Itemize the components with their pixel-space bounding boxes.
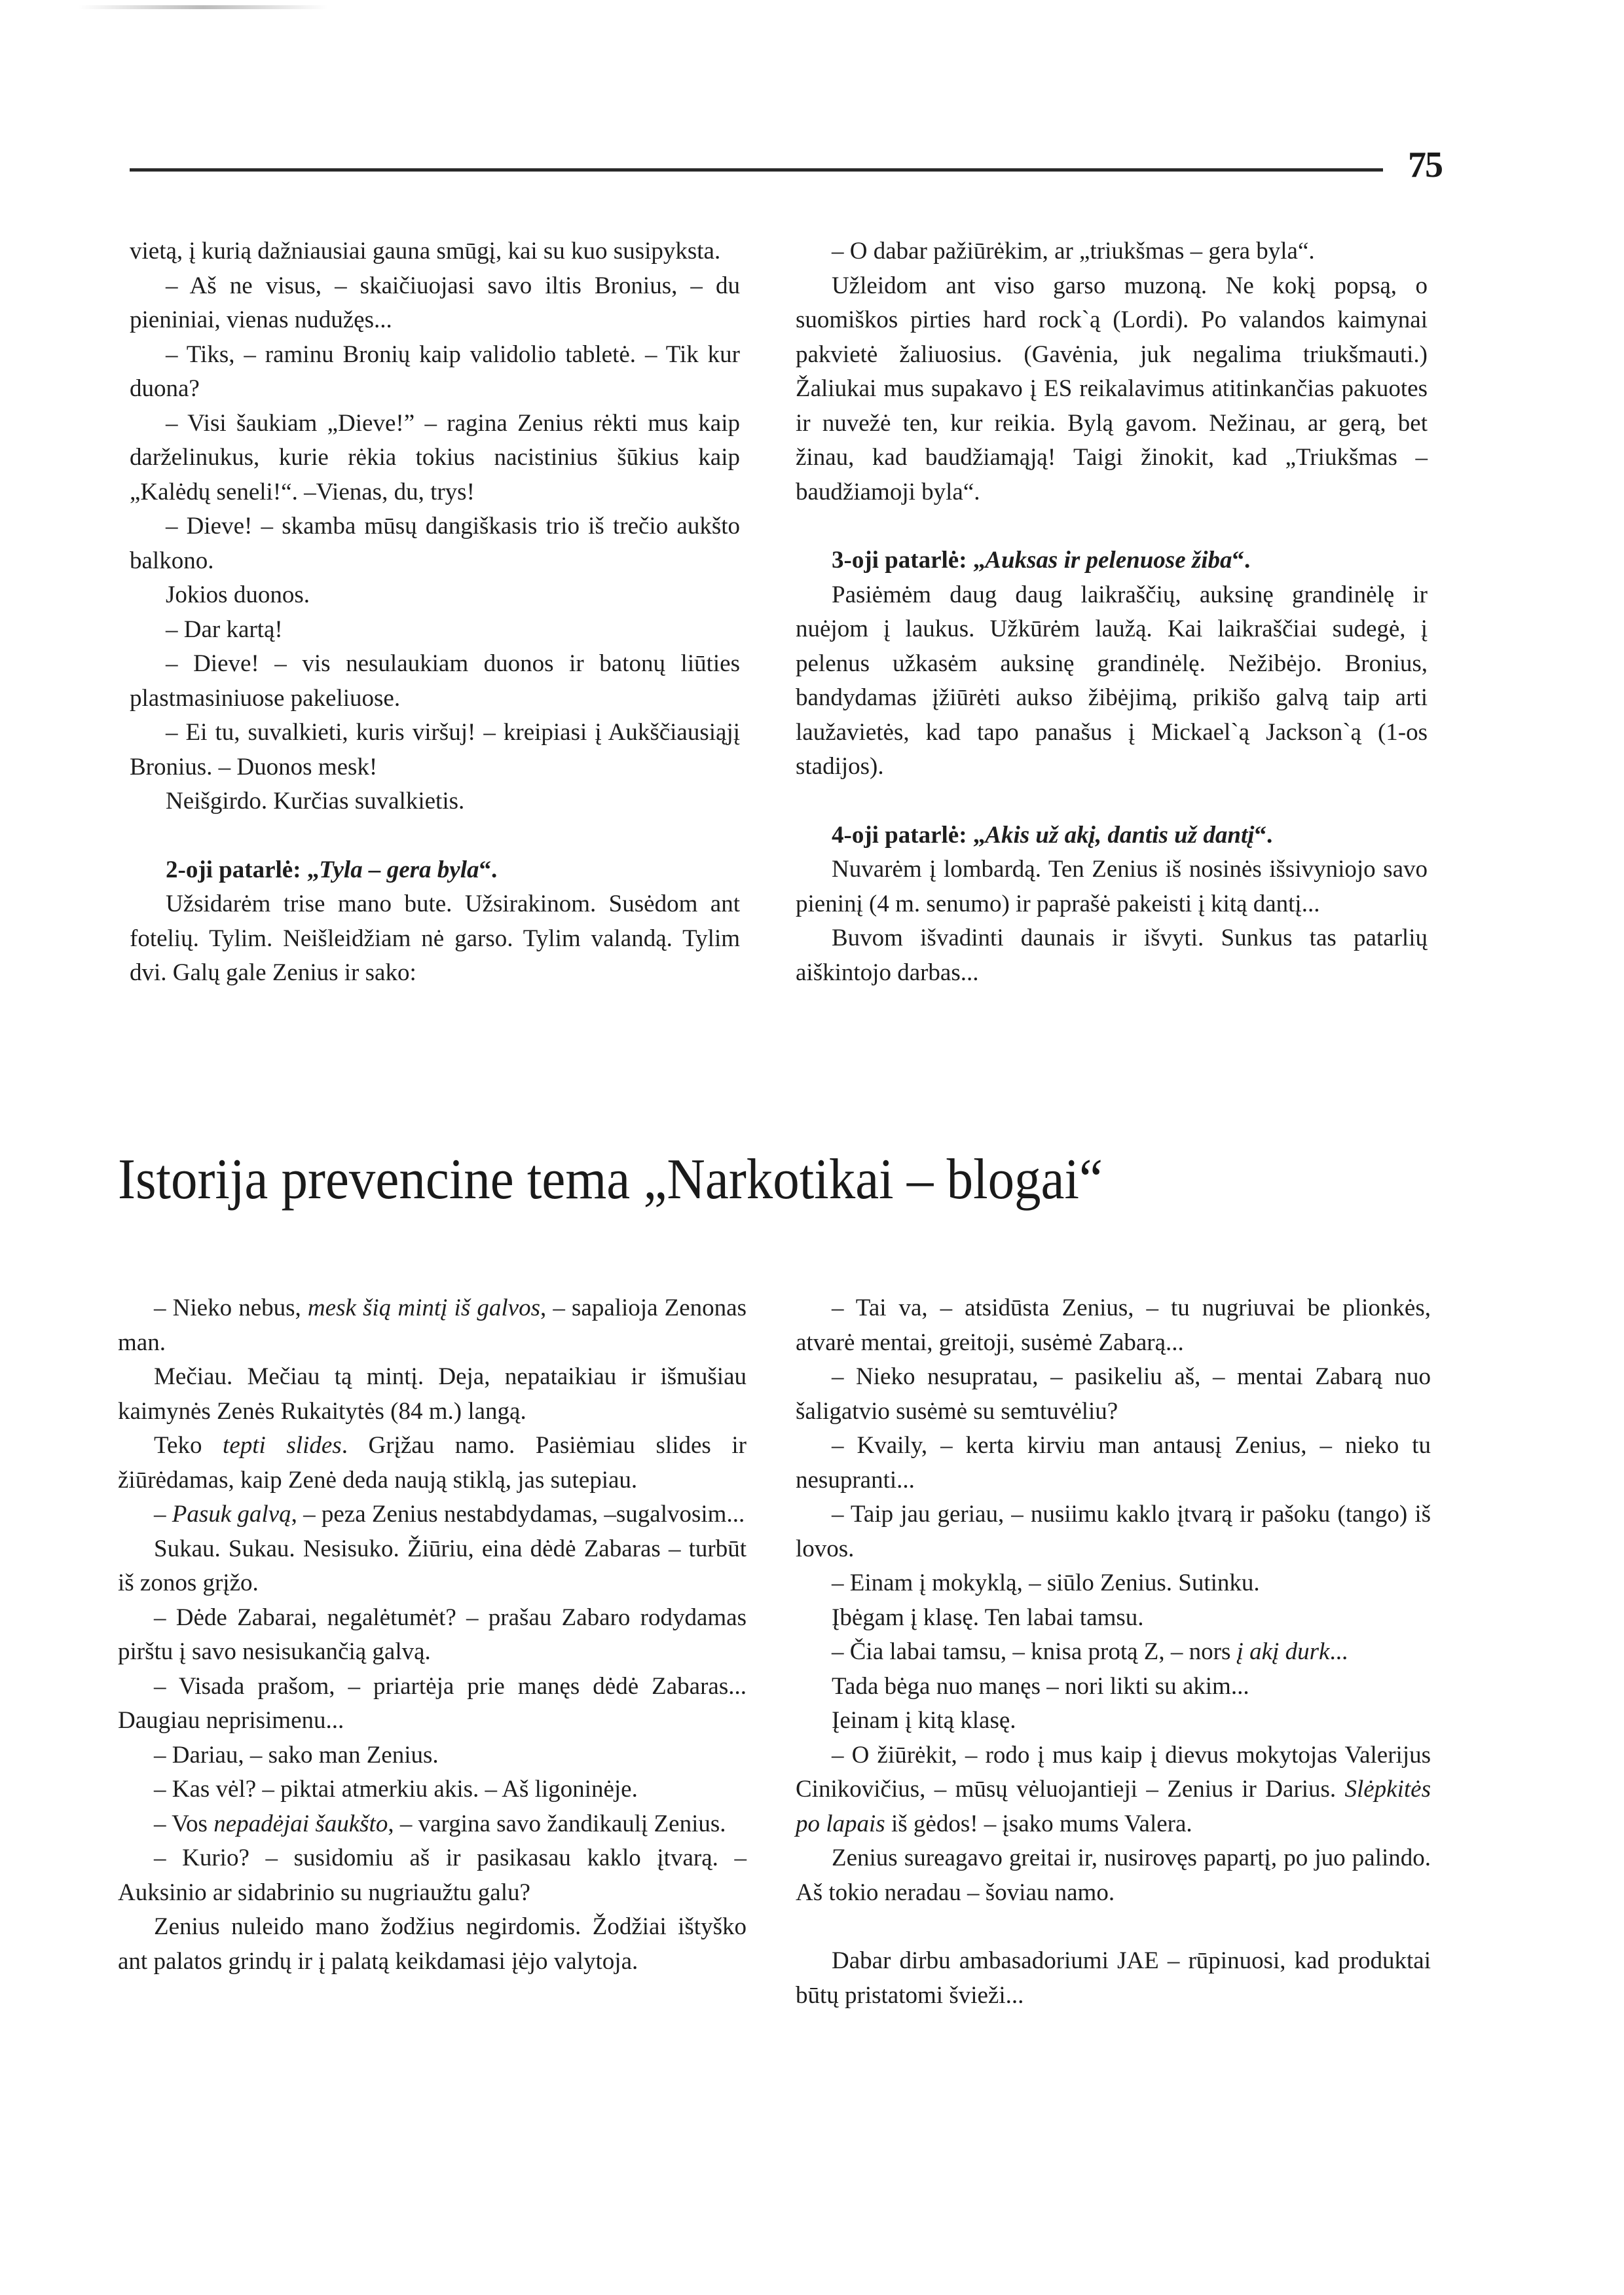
paragraph <box>118 1429 747 1497</box>
paragraph: Pasiėmėm daug daug laikraščių, auksinę grandinėlę ir nuėjom į laukus. Užkūrėm laužą. Kai laikraščiai sudegė, į pelenus užkasėm auksinę grandinėlę. Nežibėjo. Bronius, bandydamas įžiūrėti aukso žibėjimą, prikišo galvą taip arti laužavietės, kad tapo panašus į Mickael`ą Jackson`ą (1-os stadijos). <box>796 581 1428 780</box>
paragraph <box>118 1738 747 1773</box>
paragraph <box>118 1670 747 1738</box>
paragraph: – Dieve! – skamba mūsų dangiškasis trio iš trečio aukšto balkono. <box>130 513 740 574</box>
text-run: Dabar dirbu ambasadoriumi JAE – rūpinuosi, kad produktai būtų pristatomi švieži... <box>796 1947 1431 2009</box>
paragraph <box>796 1360 1431 1429</box>
text-run: – Vos <box>154 1810 214 1837</box>
text-run: – Einam į mokyklą, – siūlo Zenius. Sutinku. <box>832 1570 1260 1596</box>
paragraph <box>796 1670 1431 1704</box>
text-run: – Kas vėl? – piktai atmerkiu akis. – Aš ligoninėje. <box>154 1776 638 1803</box>
italic-phrase: Pasuk galvą <box>172 1501 291 1528</box>
paragraph: vietą, į kurią dažniausiai gauna smūgį, kai su kuo susipyksta. <box>130 238 721 265</box>
paragraph: – Dar kartą! <box>166 615 283 643</box>
proverb-close: “. <box>1232 547 1251 574</box>
page-number: 75 <box>1408 145 1442 185</box>
text-run: – Dėde Zabarai, negalėtumėt? – prašau Zabaro rodydamas pirštu į savo nesisukančią galvą. <box>118 1604 747 1665</box>
italic-phrase: nepadėjai šaukšto <box>213 1810 388 1837</box>
text-run: – O žiūrėkit, – rodo į mus kaip į dievus mokytojas Valerijus Cinikovičius, – mūsų vėluojantieji – Zenius ir Darius. <box>796 1741 1431 1803</box>
text-run: . Grįžau namo. Pasiėmiau slides ir žiūrėdamas, kaip Zenė deda naują stiklą, jas sutepiau. <box>118 1432 747 1494</box>
paragraph <box>796 1601 1431 1636</box>
text-run: , – sapalioja Zenonas man. <box>118 1294 747 1356</box>
proverb-heading-3 <box>796 543 1428 578</box>
paragraph <box>796 1944 1431 2013</box>
italic-phrase: mesk šią mintį iš galvos <box>307 1294 540 1321</box>
proverb-text: Akis už akį, dantis už dantį <box>985 821 1255 849</box>
paragraph <box>796 1841 1431 1910</box>
paragraph <box>796 1429 1431 1497</box>
text-run: Teko <box>154 1432 223 1459</box>
paragraph: – O dabar pažiūrėkim, ar „triukšmas – gera byla“. <box>832 238 1315 265</box>
proverb-label: 3-oji patarlė: „ <box>832 547 986 574</box>
italic-phrase: į akį durk <box>1236 1638 1330 1665</box>
text-run: Įbėgam į klasę. Ten labai tamsu. <box>832 1604 1144 1631</box>
text-run: – <box>154 1501 172 1528</box>
paragraph <box>118 1360 747 1429</box>
paragraph <box>796 1738 1431 1842</box>
text-run: ... <box>1329 1638 1348 1665</box>
column-bottom-left <box>118 1291 747 1979</box>
proverb-text: Tyla – gera byla <box>319 856 479 883</box>
text-run: – Tai va, – atsidūsta Zenius, – tu nugriuvai be plionkės, atvarė mentai, greitoji, susėmė Zabarą... <box>796 1294 1431 1356</box>
paragraph: Buvom išvadinti daunais ir išvyti. Sunkus tas patarlių aiškintojo darbas... <box>796 925 1428 986</box>
paragraph <box>796 1497 1431 1566</box>
proverb-close: “. <box>1254 821 1273 849</box>
paragraph: Užsidarėm trise mano bute. Užsirakinom. Susėdom ant fotelių. Tylim. Neišleidžiam nė garso. Tylim valandą. Tylim dvi. Galų gale Zenius ir sako: <box>130 890 740 986</box>
column-bottom-right <box>796 1291 1431 2013</box>
paragraph <box>118 1772 747 1807</box>
paragraph: – Aš ne visus, – skaičiuojasi savo iltis Bronius, – du pieniniai, vienas nudužęs... <box>130 272 740 333</box>
text-run: Zenius nuleido mano žodžius negirdomis. Žodžiai ištyško ant palatos grindų ir į palatą keikdamasi įėjo valytoja. <box>118 1913 747 1975</box>
text-run: Zenius sureagavo greitai ir, nusirovęs papartį, po juo palindo. Aš tokio neradau – šoviau namo. <box>796 1845 1431 1906</box>
proverb-heading-2 <box>130 853 740 888</box>
paragraph: – Tiks, – raminu Bronių kaip validolio tabletė. – Tik kur duona? <box>130 340 740 402</box>
proverb-text: Auksas ir pelenuose žiba <box>985 547 1232 574</box>
paragraph <box>118 1601 747 1670</box>
text-run: Įeinam į kitą klasę. <box>832 1707 1016 1734</box>
text-run: , – peza Zenius nestabdydamas, –sugalvosim... <box>291 1501 745 1528</box>
paragraph: – Ei tu, suvalkieti, kuris viršuj! – kreipiasi į Aukščiausiąjį Bronius. – Duonos mesk! <box>130 719 740 780</box>
text-run: – Visada prašom, – priartėja prie manęs dėdė Zabaras... Daugiau neprisimenu... <box>118 1672 747 1734</box>
scan-edge-artifact <box>79 5 327 9</box>
paragraph: Užleidom ant viso garso muzoną. Ne kokį popsą, o suomiškos pirties hard rock`ą (Lordi). Po valandos kaimynai pakvietė žaliuosius. (Gavėnia, juk negalima triukšmauti.) Žaliukai mus supakavo į ES reikalavimus atitinkančias pakuotes ir nuvežė ten, kur reikia. Bylą gavom. Nežinau, ar gerą, bet žinau, kad baudžiamąją! Taigi žinokit, kad „Triukšmas – baudžiamoji byla“. <box>796 272 1428 505</box>
paragraph <box>118 1910 747 1979</box>
paragraph: Jokios duonos. <box>166 581 310 608</box>
text-run: – Kvaily, – kerta kirviu man antausį Zenius, – nieko tu nesupranti... <box>796 1432 1431 1494</box>
paragraph <box>118 1291 747 1360</box>
text-run: – Nieko nesupratau, – pasikeliu aš, – mentai Zabarą nuo šaligatvio susėmė su semtuvėliu? <box>796 1363 1431 1425</box>
text-run: Sukau. Sukau. Nesisuko. Žiūriu, eina dėdė Zabaras – turbūt iš zonos grįžo. <box>118 1535 747 1596</box>
italic-phrase: tepti slides <box>223 1432 342 1459</box>
column-top-left <box>130 234 740 991</box>
proverb-heading-4 <box>796 818 1428 853</box>
paragraph <box>118 1841 747 1910</box>
column-top-right <box>796 234 1428 990</box>
text-run: – Nieko nebus, <box>154 1294 308 1321</box>
text-run: – Taip jau geriau, – nusiimu kaklo įtvarą ir pašoku (tango) iš lovos. <box>796 1501 1431 1562</box>
text-run: Mečiau. Mečiau tą mintį. Deja, nepataikiau ir išmušiau kaimynės Zenės Rukaitytės (84 m.) langą. <box>118 1363 747 1425</box>
text-run: Tada bėga nuo manęs – nori likti su akim... <box>832 1672 1249 1700</box>
paragraph: Neišgirdo. Kurčias suvalkietis. <box>166 788 465 815</box>
paragraph <box>796 1704 1431 1738</box>
paragraph: Nuvarėm į lombardą. Ten Zenius iš nosinės išsivyniojo savo pieninį (4 m. senumo) ir paprašė pakeisti į kitą dantį... <box>796 856 1428 917</box>
paragraph <box>118 1497 747 1532</box>
paragraph: – Visi šaukiam „Dieve!” – ragina Zenius rėkti mus kaip darželinukus, kurie rėkia tokius nacistinius šūkius kaip „Kalėdų seneli!“. –Vienas, du, trys! <box>130 409 740 505</box>
text-run: iš gėdos! – įsako mums Valera. <box>885 1810 1192 1837</box>
paragraph <box>118 1807 747 1842</box>
paragraph <box>796 1635 1431 1670</box>
proverb-close: “. <box>479 856 498 883</box>
story-title: Istorija prevencine tema „Narkotikai – blogai“ <box>118 1148 1103 1211</box>
paragraph <box>796 1291 1431 1360</box>
header-rule <box>130 168 1383 172</box>
paragraph <box>796 1566 1431 1601</box>
italic-phrase: Slėpkitės po lapais <box>796 1776 1431 1837</box>
text-run: – Čia labai tamsu, – knisa protą Z, – nors <box>832 1638 1237 1665</box>
paragraph <box>118 1532 747 1601</box>
paragraph: – Dieve! – vis nesulaukiam duonos ir batonų liūties plastmasiniuose pakeliuose. <box>130 650 740 712</box>
text-run: , – vargina savo žandikaulį Zenius. <box>388 1810 726 1837</box>
text-run: – Kurio? – susidomiu aš ir pasikasau kaklo įtvarą. – Auksinio ar sidabrinio su nugriaužtu galu? <box>118 1845 747 1906</box>
proverb-label: 4-oji patarlė: „ <box>832 821 986 849</box>
text-run: – Dariau, – sako man Zenius. <box>154 1741 439 1769</box>
proverb-label: 2-oji patarlė: „ <box>166 856 320 883</box>
